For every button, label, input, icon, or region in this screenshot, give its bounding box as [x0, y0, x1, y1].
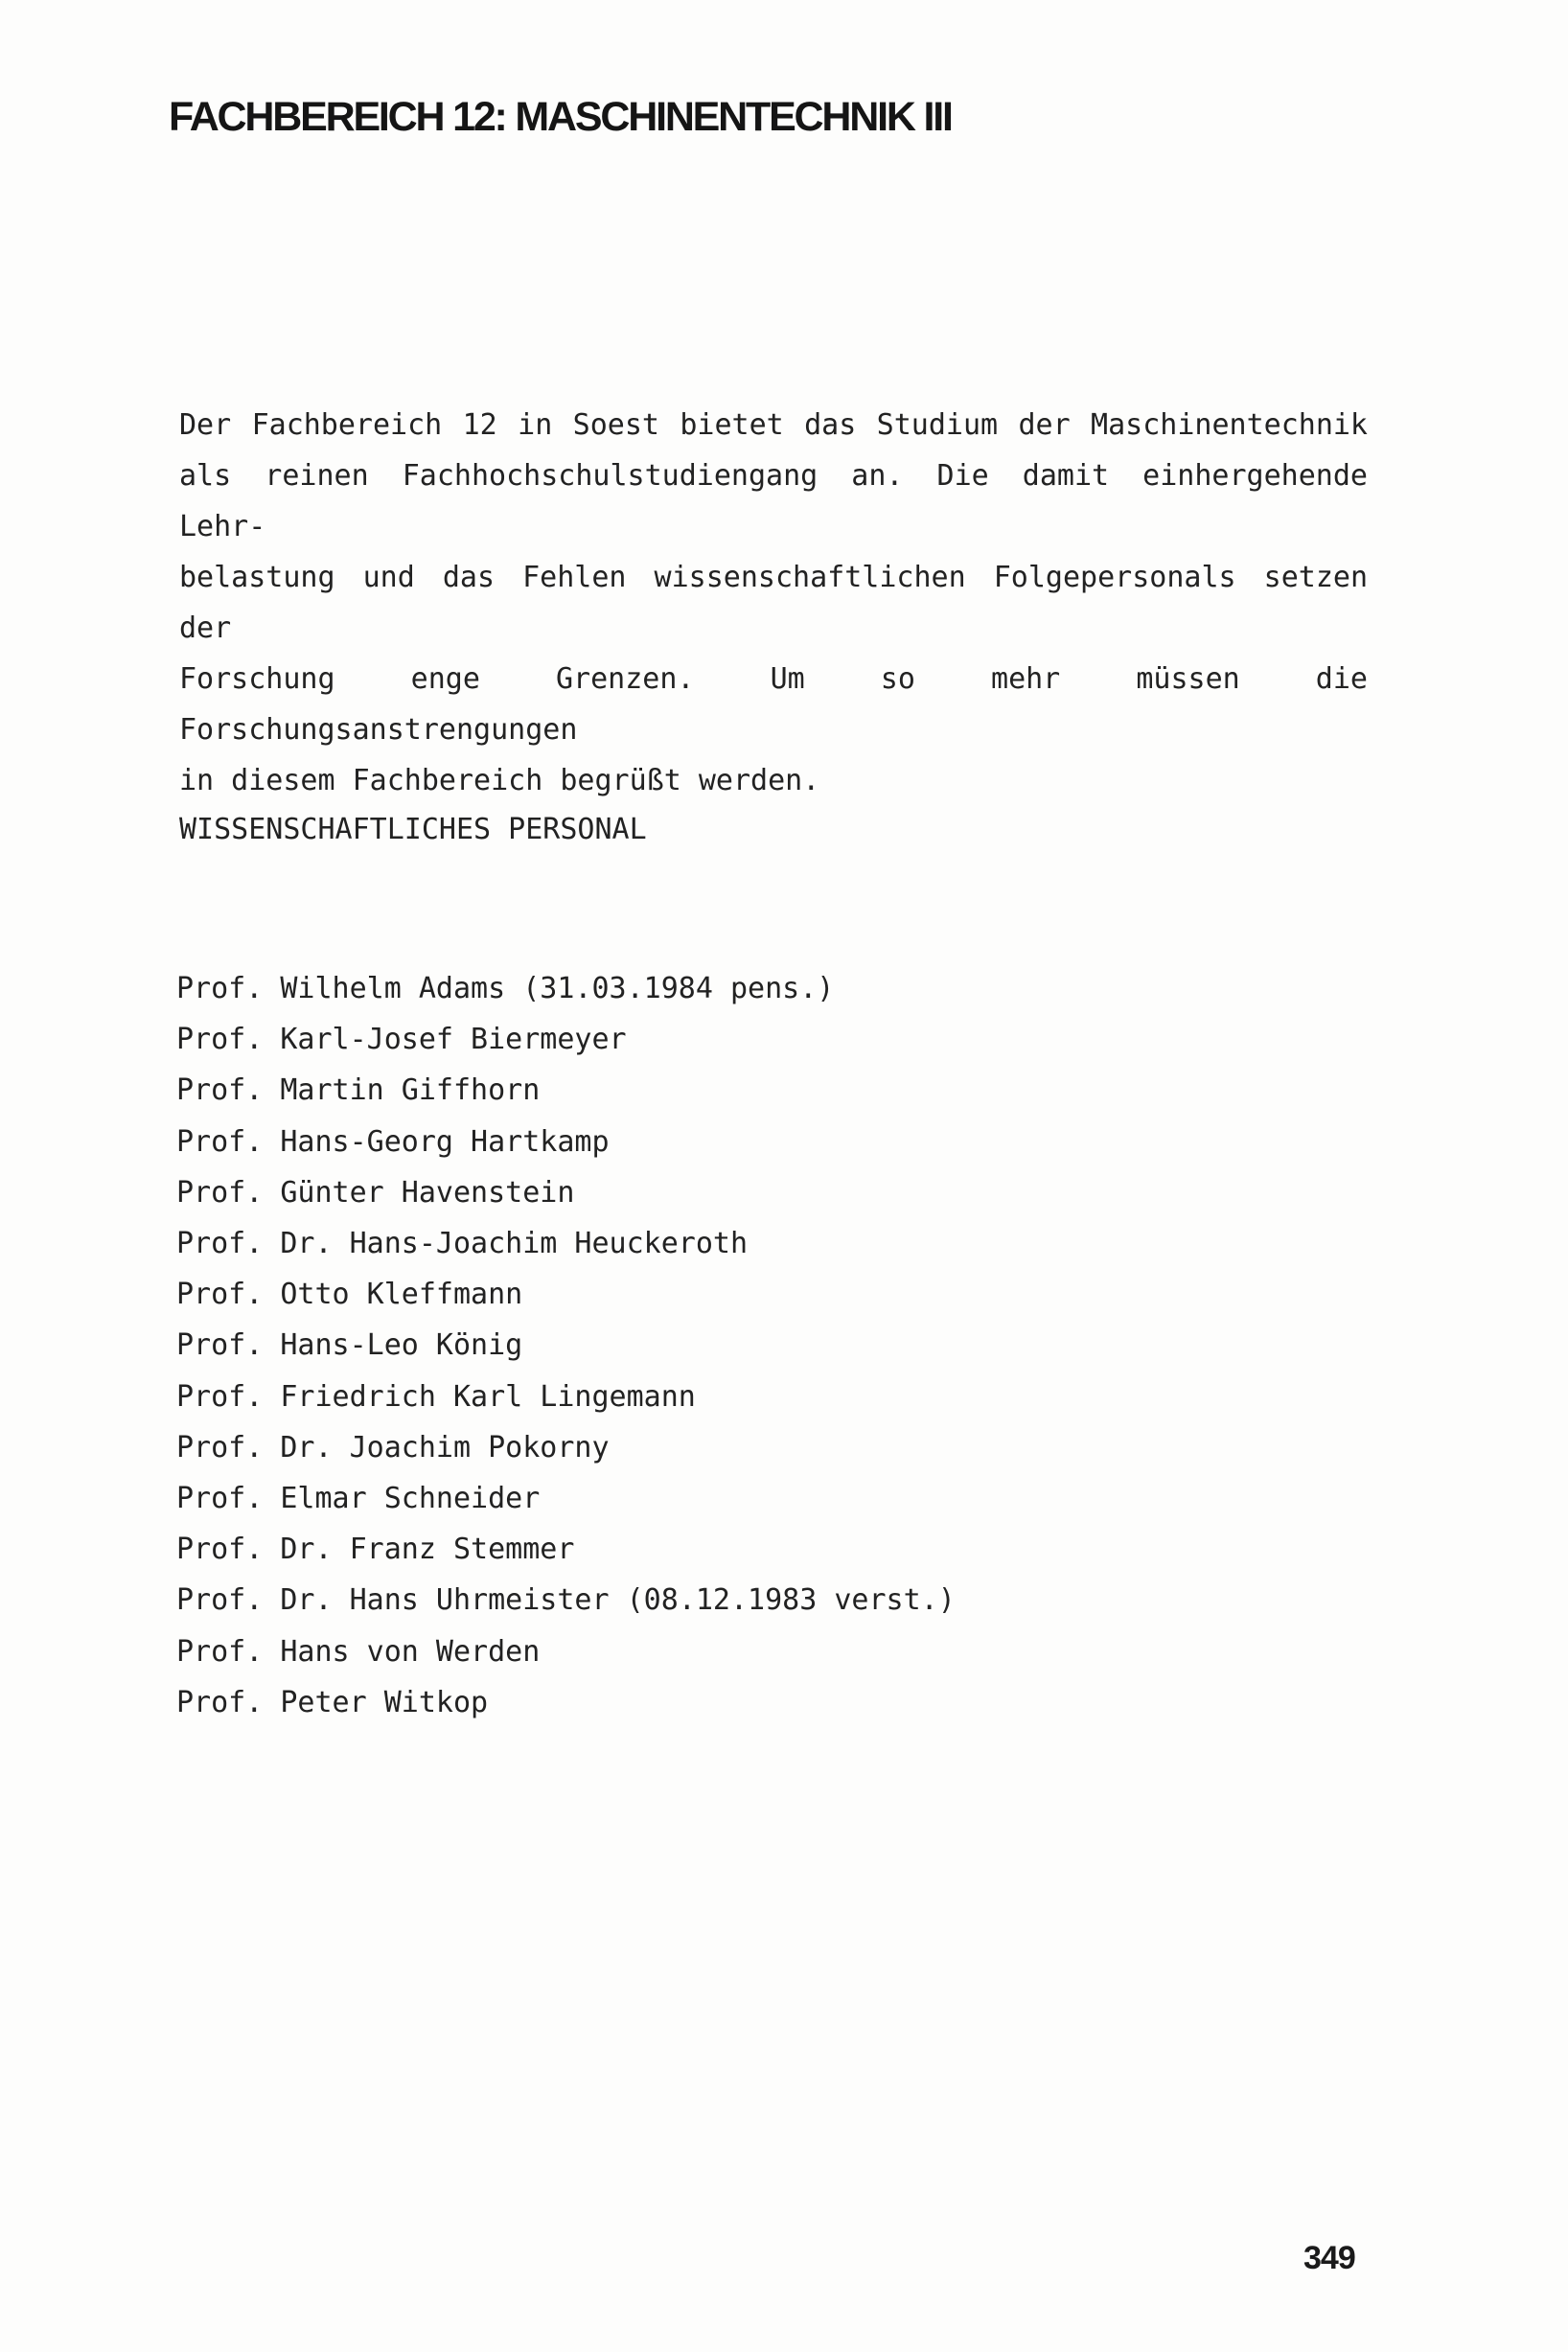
staff-list-item: Prof. Wilhelm Adams (31.03.1984 pens.)	[176, 972, 835, 1005]
staff-list-item: Prof. Dr. Joachim Pokorny	[176, 1430, 610, 1464]
page-title: FACHBEREICH 12: MASCHINENTECHNIK III	[169, 94, 952, 140]
intro-paragraph	[179, 400, 1368, 806]
staff-list-item: Prof. Friedrich Karl Lingemann	[176, 1379, 696, 1414]
staff-list-item: Prof. Otto Kleffmann	[176, 1278, 523, 1312]
section-heading-staff: WISSENSCHAFTLICHES PERSONAL	[179, 813, 647, 846]
staff-list-item: Prof. Hans-Georg Hartkamp	[176, 1124, 610, 1159]
staff-list-item: Prof. Dr. Hans Uhrmeister (08.12.1983 verst.)	[176, 1583, 956, 1618]
staff-list-item: Prof. Peter Witkop	[176, 1685, 489, 1719]
intro-line: Der Fachbereich 12 in Soest bietet das Studium der Maschinentechnik	[179, 408, 1368, 442]
staff-list-item: Prof. Günter Havenstein	[176, 1175, 575, 1210]
staff-list-item: Prof. Hans von Werden	[176, 1634, 541, 1669]
intro-line: als reinen Fachhochschulstudiengang an. Die damit einhergehende Lehr-	[179, 459, 1368, 543]
intro-line: belastung und das Fehlen wissenschaftlichen Folgepersonals setzen der	[179, 561, 1368, 645]
staff-list-item: Prof. Dr. Hans-Joachim Heuckeroth	[176, 1227, 749, 1261]
page-number: 349	[1303, 2240, 1355, 2276]
intro-line: in diesem Fachbereich begrüßt werden.	[179, 764, 820, 797]
staff-list-item: Prof. Karl-Josef Biermeyer	[176, 1023, 627, 1057]
staff-list	[176, 963, 956, 1728]
staff-list-item: Prof. Dr. Franz Stemmer	[176, 1533, 575, 1567]
staff-list-item: Prof. Martin Giffhorn	[176, 1073, 541, 1108]
staff-list-item: Prof. Hans-Leo König	[176, 1328, 523, 1363]
staff-list-item: Prof. Elmar Schneider	[176, 1482, 541, 1516]
intro-line: Forschung enge Grenzen. Um so mehr müssen die Forschungsanstrengungen	[179, 662, 1368, 747]
